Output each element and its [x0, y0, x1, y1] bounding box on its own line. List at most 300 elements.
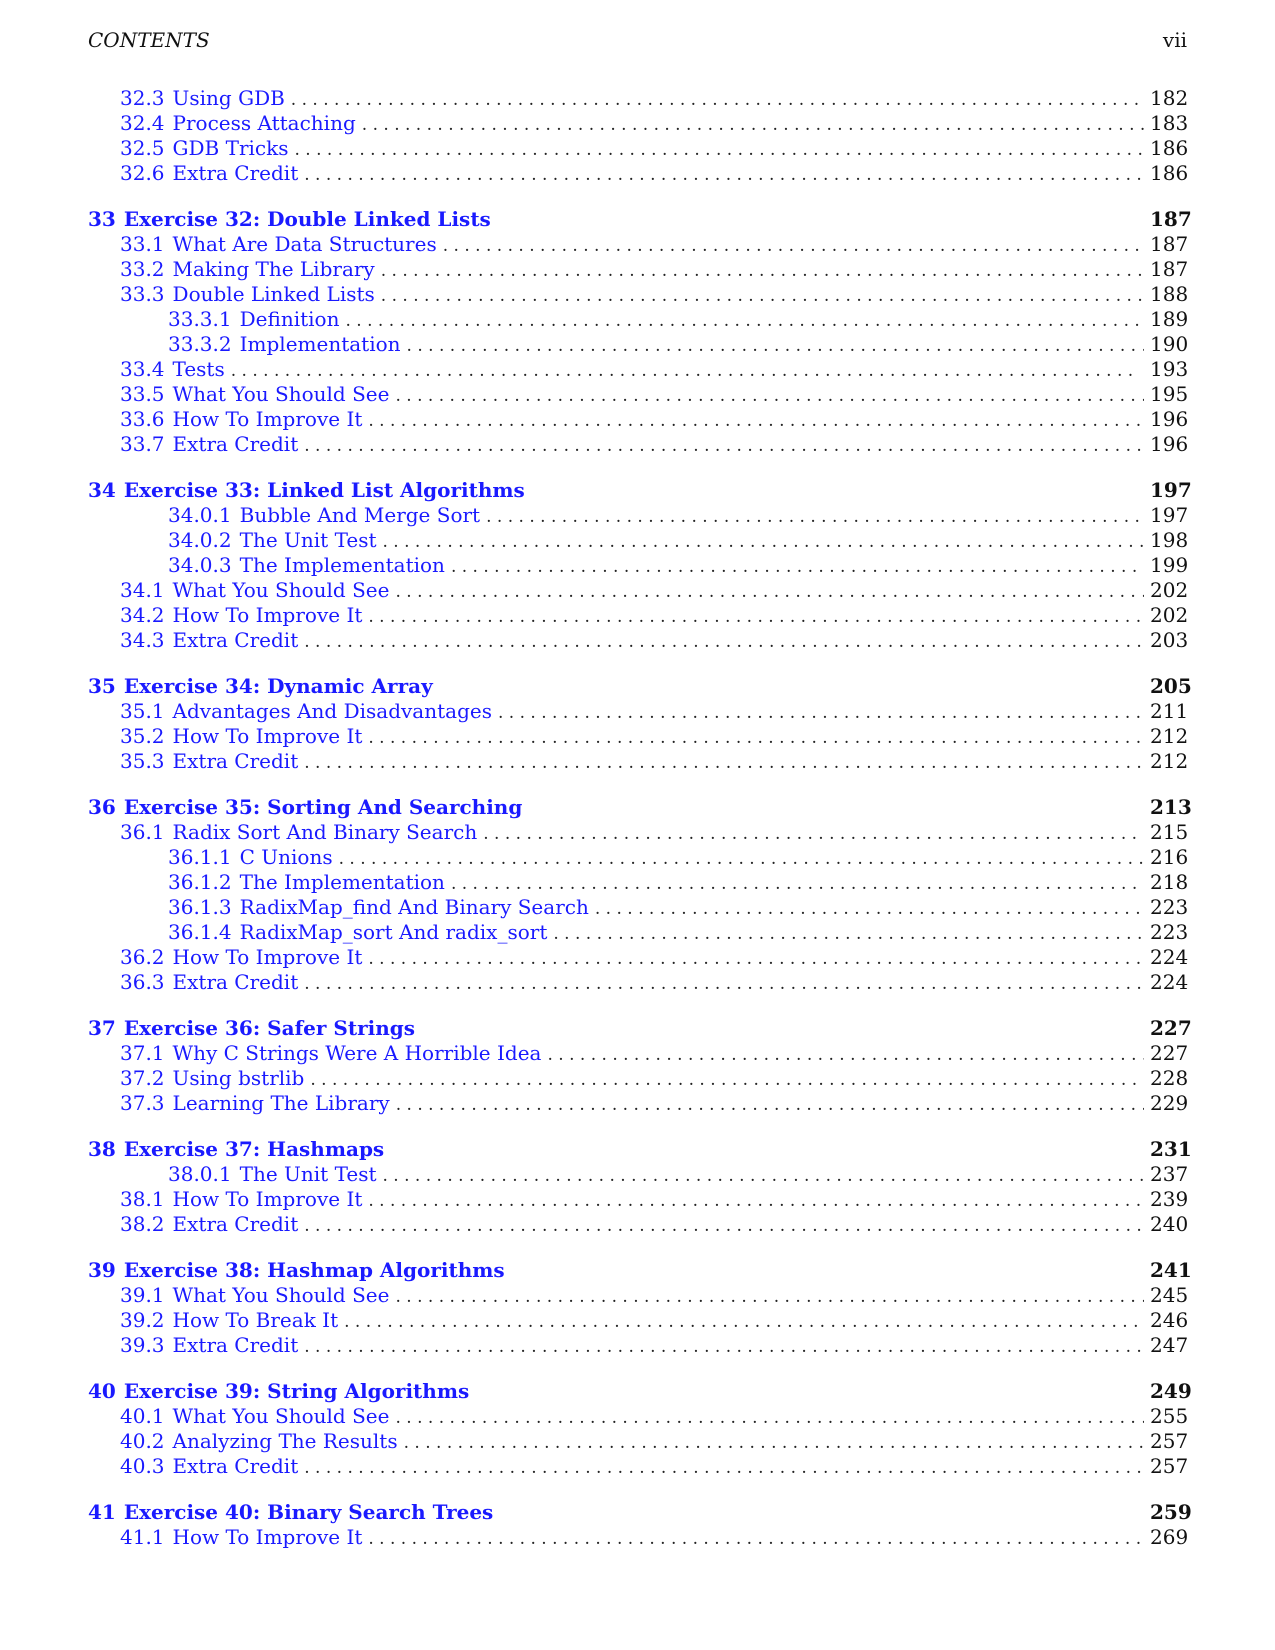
- entry-page-number: 189: [1150, 307, 1189, 331]
- toc-section-entry: [88, 1525, 1188, 1550]
- entry-page-number: 259: [1150, 1500, 1192, 1524]
- entry-title: How To Improve It: [172, 407, 363, 431]
- entry-number: 32.4: [120, 111, 165, 135]
- toc-subsection-entry: [88, 307, 1188, 332]
- toc-section-entry: [88, 1454, 1188, 1479]
- toc-section-entry: [88, 1091, 1188, 1116]
- dot-leader: [451, 555, 1144, 580]
- toc-entry-link[interactable]: [168, 895, 589, 920]
- table-of-contents: [88, 86, 1192, 1550]
- entry-title: Making The Library: [172, 257, 375, 281]
- dot-leader: [443, 234, 1144, 259]
- entry-title: Extra Credit: [172, 1333, 299, 1357]
- entry-title: Extra Credit: [172, 1454, 299, 1478]
- dot-leader: [381, 259, 1144, 284]
- entry-title: Implementation: [239, 332, 401, 356]
- entry-number: 39.1: [120, 1283, 165, 1307]
- entry-number: 37.3: [120, 1091, 165, 1115]
- page-header: [88, 28, 1187, 58]
- entry-number: 36.2: [120, 945, 165, 969]
- entry-page-number: 218: [1150, 870, 1189, 894]
- entry-page-number: 247: [1150, 1333, 1189, 1357]
- entry-title: Definition: [239, 307, 340, 331]
- entry-title: Double Linked Lists: [172, 282, 375, 306]
- entry-title: How To Improve It: [172, 1525, 363, 1549]
- toc-entry-link[interactable]: [120, 1187, 362, 1212]
- entry-number: 35.3: [120, 749, 165, 773]
- entry-number: 34.0.3: [168, 553, 232, 577]
- entry-title: The Unit Test: [239, 1162, 377, 1186]
- entry-title: C Unions: [239, 845, 333, 869]
- dot-leader: [368, 1527, 1144, 1552]
- entry-page-number: 229: [1150, 1091, 1189, 1115]
- entry-number: 39.2: [120, 1308, 165, 1332]
- dot-leader: [383, 530, 1145, 555]
- toc-entry-link[interactable]: [120, 749, 298, 774]
- toc-entry-link[interactable]: [120, 699, 492, 724]
- dot-leader: [304, 1456, 1144, 1481]
- entry-page-number: 227: [1150, 1016, 1192, 1040]
- entry-title: Exercise 39: String Algorithms: [123, 1379, 470, 1403]
- entry-number: 36.1.1: [168, 845, 232, 869]
- toc-entry-link[interactable]: [120, 1525, 362, 1550]
- toc-section-entry: [88, 970, 1188, 995]
- entry-title: How To Improve It: [172, 603, 363, 627]
- dot-leader: [395, 1406, 1144, 1431]
- entry-title: Learning The Library: [172, 1091, 390, 1115]
- dot-leader: [395, 1285, 1144, 1310]
- toc-entry-link[interactable]: [120, 820, 477, 845]
- entry-page-number: 203: [1150, 628, 1189, 652]
- entry-page-number: 182: [1150, 86, 1189, 110]
- entry-title: Exercise 34: Dynamic Array: [123, 674, 433, 698]
- toc-entry-link[interactable]: [120, 111, 356, 136]
- toc-entry-link[interactable]: [120, 1429, 398, 1454]
- toc-section-entry: [88, 1041, 1188, 1066]
- dot-leader: [368, 947, 1144, 972]
- dot-leader: [498, 701, 1144, 726]
- entry-page-number: 240: [1150, 1212, 1189, 1236]
- toc-entry-link[interactable]: [120, 1454, 298, 1479]
- entry-number: 33.1: [120, 232, 165, 256]
- toc-section-entry: [88, 282, 1188, 307]
- toc-chapter-entry: [88, 795, 1192, 820]
- entry-number: 34.0.2: [168, 528, 232, 552]
- entry-title: RadixMap_sort And radix_sort: [239, 920, 548, 944]
- toc-entry-link[interactable]: [120, 136, 288, 161]
- dot-leader: [451, 872, 1144, 897]
- entry-page-number: 202: [1150, 603, 1189, 627]
- toc-entry-link[interactable]: [168, 845, 333, 870]
- toc-entry-link[interactable]: [120, 382, 389, 407]
- entry-page-number: 197: [1150, 503, 1189, 527]
- toc-subsection-entry: [88, 553, 1188, 578]
- toc-entry-link[interactable]: [120, 161, 298, 186]
- entry-title: Extra Credit: [172, 432, 299, 456]
- entry-title: What You Should See: [172, 382, 390, 406]
- entry-page-number: 186: [1150, 161, 1189, 185]
- entry-page-number: 239: [1150, 1187, 1189, 1211]
- toc-subsection-entry: [88, 332, 1188, 357]
- toc-entry-link[interactable]: [168, 332, 401, 357]
- toc-subsection-entry: [88, 528, 1188, 553]
- entry-title: Using bstrlib: [172, 1066, 305, 1090]
- entry-page-number: 211: [1150, 699, 1189, 723]
- entry-page-number: 198: [1150, 528, 1189, 552]
- toc-entry-link[interactable]: [120, 1091, 390, 1116]
- toc-entry-link[interactable]: [168, 870, 445, 895]
- entry-page-number: 197: [1150, 478, 1192, 502]
- entry-page-number: 205: [1150, 674, 1192, 698]
- entry-page-number: 188: [1150, 282, 1189, 306]
- toc-section-entry: [88, 382, 1188, 407]
- entry-page-number: 196: [1150, 407, 1189, 431]
- entry-title: How To Improve It: [172, 945, 363, 969]
- dot-leader: [345, 309, 1144, 334]
- toc-entry-link[interactable]: [88, 795, 522, 820]
- toc-section-entry: [88, 724, 1188, 749]
- dot-leader: [291, 88, 1144, 113]
- toc-entry-link[interactable]: [168, 920, 547, 945]
- dot-leader: [344, 1310, 1144, 1335]
- entry-number: 39.3: [120, 1333, 165, 1357]
- entry-number: 36: [88, 795, 116, 819]
- entry-page-number: 195: [1150, 382, 1189, 406]
- toc-section-entry: [88, 1212, 1188, 1237]
- entry-title: What You Should See: [172, 1404, 390, 1428]
- dot-leader: [547, 1043, 1144, 1068]
- dot-leader: [294, 138, 1144, 163]
- dot-leader: [368, 409, 1144, 434]
- entry-page-number: 257: [1150, 1454, 1189, 1478]
- dot-leader: [362, 113, 1144, 138]
- entry-number: 36.1.3: [168, 895, 232, 919]
- dot-leader: [396, 1093, 1144, 1118]
- entry-title: Bubble And Merge Sort: [239, 503, 481, 527]
- toc-subsection-entry: [88, 920, 1188, 945]
- entry-page-number: 224: [1150, 945, 1189, 969]
- toc-chapter-entry: [88, 1500, 1192, 1525]
- toc-section-entry: [88, 86, 1188, 111]
- toc-section-entry: [88, 603, 1188, 628]
- entry-title: Tests: [172, 357, 225, 381]
- entry-number: 35.2: [120, 724, 165, 748]
- toc-section-entry: [88, 1429, 1188, 1454]
- entry-page-number: 231: [1150, 1137, 1192, 1161]
- dot-leader: [304, 751, 1144, 776]
- toc-section-entry: [88, 1333, 1188, 1358]
- toc-entry-link[interactable]: [120, 1212, 298, 1237]
- entry-page-number: 246: [1150, 1308, 1189, 1332]
- entry-title: What You Should See: [172, 578, 390, 602]
- toc-subsection-entry: [88, 845, 1188, 870]
- entry-title: What Are Data Structures: [172, 232, 437, 256]
- toc-entry-link[interactable]: [120, 357, 225, 382]
- toc-section-entry: [88, 1187, 1188, 1212]
- entry-page-number: 199: [1150, 553, 1189, 577]
- toc-section-entry: [88, 136, 1188, 161]
- entry-number: 38.1: [120, 1187, 165, 1211]
- toc-entry-link[interactable]: [88, 207, 491, 232]
- running-header-title: CONTENTS: [88, 28, 210, 52]
- toc-entry-link[interactable]: [88, 674, 433, 699]
- entry-page-number: 245: [1150, 1283, 1189, 1307]
- entry-number: 34.2: [120, 603, 165, 627]
- dot-leader: [368, 1189, 1144, 1214]
- entry-number: 34.3: [120, 628, 165, 652]
- entry-number: 38.2: [120, 1212, 165, 1236]
- dot-leader: [368, 605, 1144, 630]
- entry-title: Extra Credit: [172, 970, 299, 994]
- toc-subsection-entry: [88, 895, 1188, 920]
- entry-page-number: 223: [1150, 920, 1189, 944]
- dot-leader: [304, 1335, 1144, 1360]
- toc-entry-link[interactable]: [120, 1041, 541, 1066]
- entry-page-number: 228: [1150, 1066, 1189, 1090]
- entry-title: How To Break It: [172, 1308, 339, 1332]
- toc-entry-link[interactable]: [120, 578, 389, 603]
- dot-leader: [304, 972, 1144, 997]
- dot-leader: [304, 1214, 1144, 1239]
- toc-section-entry: [88, 628, 1188, 653]
- entry-number: 33.3.1: [168, 307, 232, 331]
- toc-section-entry: [88, 578, 1188, 603]
- entry-page-number: 224: [1150, 970, 1189, 994]
- entry-number: 34.1: [120, 578, 165, 602]
- dot-leader: [304, 434, 1144, 459]
- entry-page-number: 186: [1150, 136, 1189, 160]
- toc-entry-link[interactable]: [88, 1016, 415, 1041]
- entry-number: 33.3: [120, 282, 165, 306]
- dot-leader: [395, 580, 1144, 605]
- entry-page-number: 249: [1150, 1379, 1192, 1403]
- entry-number: 36.1.2: [168, 870, 232, 894]
- entry-title: Advantages And Disadvantages: [172, 699, 492, 723]
- entry-page-number: 187: [1150, 232, 1189, 256]
- entry-title: Exercise 40: Binary Search Trees: [123, 1500, 494, 1524]
- dot-leader: [304, 630, 1144, 655]
- toc-entry-link[interactable]: [120, 282, 375, 307]
- entry-page-number: 202: [1150, 578, 1189, 602]
- dot-leader: [404, 1431, 1144, 1456]
- entry-page-number: 255: [1150, 1404, 1189, 1428]
- toc-entry-link[interactable]: [120, 1066, 304, 1091]
- entry-page-number: 193: [1150, 357, 1189, 381]
- toc-entry-link[interactable]: [120, 628, 298, 653]
- toc-section-entry: [88, 945, 1188, 970]
- toc-entry-link[interactable]: [120, 1404, 389, 1429]
- entry-page-number: 187: [1150, 207, 1192, 231]
- entry-number: 37.2: [120, 1066, 165, 1090]
- dot-leader: [339, 847, 1144, 872]
- entry-page-number: 227: [1150, 1041, 1189, 1065]
- entry-title: Exercise 35: Sorting And Searching: [123, 795, 523, 819]
- toc-entry-link[interactable]: [168, 1162, 377, 1187]
- entry-number: 37.1: [120, 1041, 165, 1065]
- entry-number: 33.4: [120, 357, 165, 381]
- toc-section-entry: [88, 820, 1188, 845]
- entry-number: 40.2: [120, 1429, 165, 1453]
- entry-title: Radix Sort And Binary Search: [172, 820, 478, 844]
- entry-title: RadixMap_find And Binary Search: [239, 895, 589, 919]
- toc-entry-link[interactable]: [120, 1308, 338, 1333]
- toc-chapter-entry: [88, 478, 1192, 503]
- entry-title: GDB Tricks: [172, 136, 289, 160]
- toc-chapter-entry: [88, 1137, 1192, 1162]
- toc-entry-link[interactable]: [120, 407, 362, 432]
- entry-title: The Unit Test: [239, 528, 377, 552]
- toc-section-entry: [88, 357, 1188, 382]
- entry-page-number: 212: [1150, 724, 1189, 748]
- dot-leader: [231, 359, 1144, 384]
- entry-number: 34: [88, 478, 116, 502]
- entry-title: Process Attaching: [172, 111, 356, 135]
- entry-number: 36.1: [120, 820, 165, 844]
- toc-section-entry: [88, 407, 1188, 432]
- entry-number: 33.5: [120, 382, 165, 406]
- toc-section-entry: [88, 1404, 1188, 1429]
- entry-title: What You Should See: [172, 1283, 390, 1307]
- toc-entry-link[interactable]: [88, 1137, 384, 1162]
- entry-number: 38: [88, 1137, 116, 1161]
- entry-title: How To Improve It: [172, 1187, 363, 1211]
- entry-number: 38.0.1: [168, 1162, 232, 1186]
- toc-entry-link[interactable]: [120, 232, 437, 257]
- dot-leader: [407, 334, 1144, 359]
- entry-title: Exercise 33: Linked List Algorithms: [123, 478, 525, 502]
- entry-page-number: 196: [1150, 432, 1189, 456]
- entry-number: 35: [88, 674, 116, 698]
- dot-leader: [595, 897, 1144, 922]
- entry-title: Exercise 37: Hashmaps: [123, 1137, 385, 1161]
- toc-section-entry: [88, 111, 1188, 136]
- toc-section-entry: [88, 1283, 1188, 1308]
- entry-number: 36.3: [120, 970, 165, 994]
- dot-leader: [383, 1164, 1145, 1189]
- entry-number: 32.3: [120, 86, 165, 110]
- toc-entry-link[interactable]: [88, 478, 525, 503]
- entry-number: 40.3: [120, 1454, 165, 1478]
- toc-section-entry: [88, 1308, 1188, 1333]
- entry-title: Extra Credit: [172, 749, 299, 773]
- toc-section-entry: [88, 161, 1188, 186]
- toc-entry-link[interactable]: [120, 970, 298, 995]
- entry-number: 36.1.4: [168, 920, 232, 944]
- entry-title: Exercise 36: Safer Strings: [123, 1016, 416, 1040]
- entry-number: 41: [88, 1500, 116, 1524]
- entry-page-number: 241: [1150, 1258, 1192, 1282]
- entry-page-number: 183: [1150, 111, 1189, 135]
- entry-number: 40: [88, 1379, 116, 1403]
- entry-title: Extra Credit: [172, 161, 299, 185]
- entry-page-number: 215: [1150, 820, 1189, 844]
- dot-leader: [304, 163, 1144, 188]
- entry-number: 40.1: [120, 1404, 165, 1428]
- toc-entry-link[interactable]: [168, 528, 377, 553]
- toc-subsection-entry: [88, 503, 1188, 528]
- toc-section-entry: [88, 257, 1188, 282]
- toc-subsection-entry: [88, 870, 1188, 895]
- entry-number: 33.2: [120, 257, 165, 281]
- entry-title: Why C Strings Were A Horrible Idea: [172, 1041, 542, 1065]
- toc-entry-link[interactable]: [120, 945, 362, 970]
- toc-section-entry: [88, 232, 1188, 257]
- toc-subsection-entry: [88, 1162, 1188, 1187]
- entry-title: Extra Credit: [172, 628, 299, 652]
- toc-chapter-entry: [88, 1258, 1192, 1283]
- toc-entry-link[interactable]: [120, 432, 298, 457]
- toc-entry-link[interactable]: [120, 603, 362, 628]
- toc-entry-link[interactable]: [168, 553, 445, 578]
- entry-number: 37: [88, 1016, 116, 1040]
- toc-chapter-entry: [88, 674, 1192, 699]
- dot-leader: [483, 822, 1144, 847]
- entry-number: 33.3.2: [168, 332, 232, 356]
- toc-entry-link[interactable]: [168, 307, 339, 332]
- toc-section-entry: [88, 1066, 1188, 1091]
- entry-title: How To Improve It: [172, 724, 363, 748]
- toc-entry-link[interactable]: [88, 1500, 493, 1525]
- entry-title: The Implementation: [239, 870, 445, 894]
- toc-entry-link[interactable]: [168, 503, 480, 528]
- entry-number: 41.1: [120, 1525, 165, 1549]
- dot-leader: [310, 1068, 1144, 1093]
- entry-page-number: 223: [1150, 895, 1189, 919]
- toc-chapter-entry: [88, 207, 1192, 232]
- entry-title: Exercise 32: Double Linked Lists: [123, 207, 491, 231]
- entry-number: 39: [88, 1258, 116, 1282]
- entry-page-number: 269: [1150, 1525, 1189, 1549]
- entry-title: The Implementation: [239, 553, 445, 577]
- entry-page-number: 213: [1150, 795, 1192, 819]
- entry-page-number: 237: [1150, 1162, 1189, 1186]
- toc-entry-link[interactable]: [120, 1333, 298, 1358]
- toc-entry-link[interactable]: [88, 1379, 469, 1404]
- toc-entry-link[interactable]: [120, 1283, 389, 1308]
- dot-leader: [381, 284, 1144, 309]
- toc-chapter-entry: [88, 1379, 1192, 1404]
- toc-entry-link[interactable]: [88, 1258, 505, 1283]
- entry-number: 35.1: [120, 699, 165, 723]
- toc-section-entry: [88, 432, 1188, 457]
- page-number: vii: [1162, 28, 1187, 52]
- entry-title: Using GDB: [172, 86, 285, 110]
- entry-page-number: 216: [1150, 845, 1189, 869]
- toc-entry-link[interactable]: [120, 724, 362, 749]
- toc-entry-link[interactable]: [120, 257, 375, 282]
- toc-entry-link[interactable]: [120, 86, 285, 111]
- entry-number: 33.6: [120, 407, 165, 431]
- entry-number: 32.6: [120, 161, 165, 185]
- entry-number: 32.5: [120, 136, 165, 160]
- entry-page-number: 212: [1150, 749, 1189, 773]
- entry-number: 33.7: [120, 432, 165, 456]
- entry-page-number: 190: [1150, 332, 1189, 356]
- dot-leader: [368, 726, 1144, 751]
- entry-page-number: 187: [1150, 257, 1189, 281]
- entry-title: Extra Credit: [172, 1212, 299, 1236]
- toc-section-entry: [88, 749, 1188, 774]
- toc-section-entry: [88, 699, 1188, 724]
- dot-leader: [553, 922, 1144, 947]
- dot-leader: [486, 505, 1144, 530]
- entry-number: 33: [88, 207, 116, 231]
- entry-title: Analyzing The Results: [172, 1429, 398, 1453]
- dot-leader: [395, 384, 1144, 409]
- entry-title: Exercise 38: Hashmap Algorithms: [123, 1258, 505, 1282]
- entry-page-number: 257: [1150, 1429, 1189, 1453]
- toc-chapter-entry: [88, 1016, 1192, 1041]
